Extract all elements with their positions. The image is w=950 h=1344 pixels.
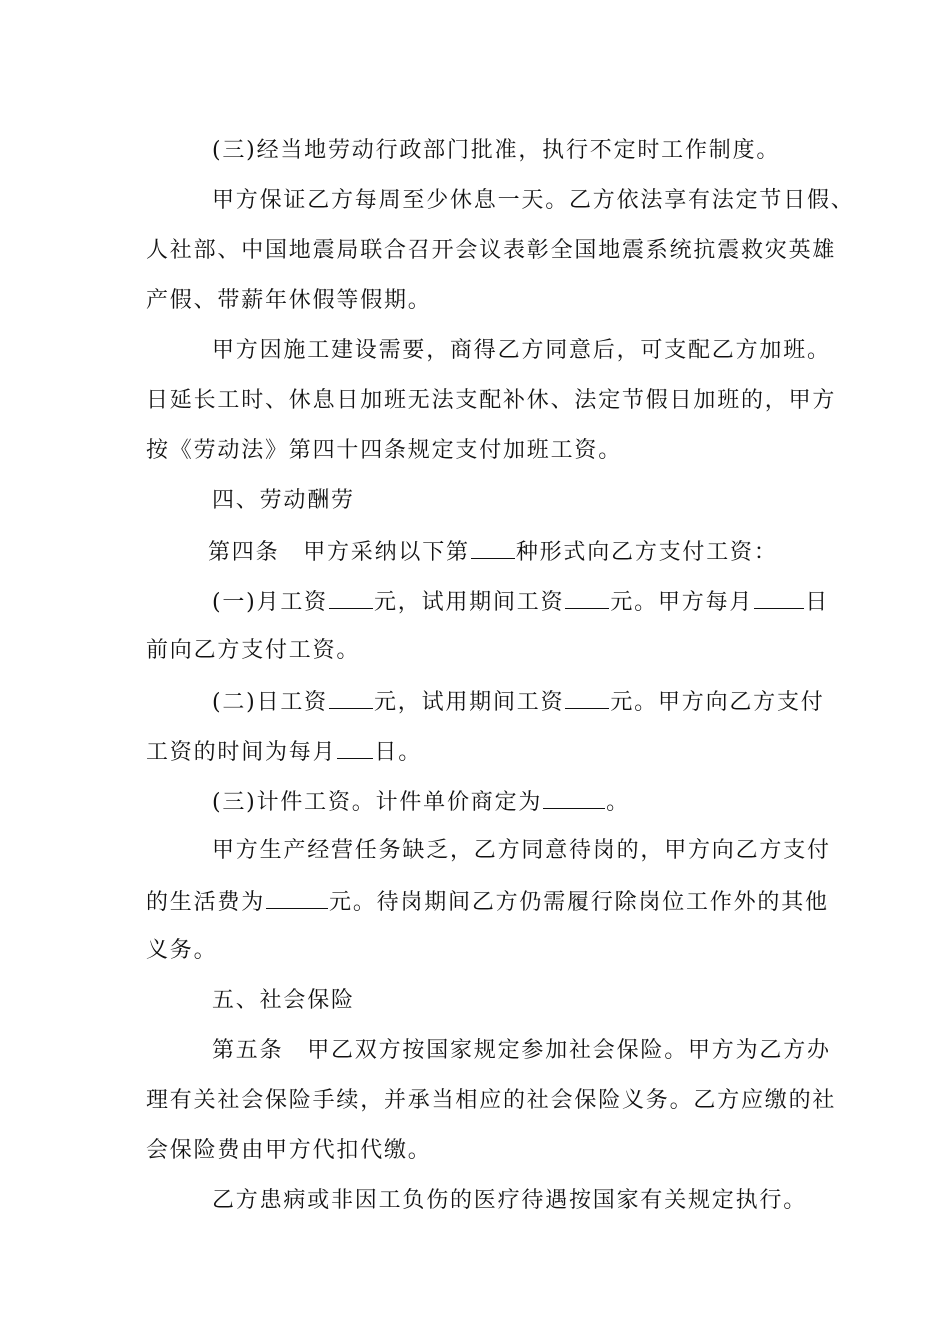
standby-line-2 — [146, 886, 829, 918]
wage-monthly-text-d: 日 — [805, 590, 829, 615]
paragraph-rest-line-3: 产假、带薪年休假等假期。 — [146, 288, 432, 313]
article-4-text-b: 种形式向乙方支付工资： — [515, 540, 778, 565]
standby-text-line2b: 元。待岗期间乙方仍需履行除岗位工作外的其他 — [329, 890, 829, 915]
paragraph-rest-line-1: 甲方保证乙方每周至少休息一天。乙方依法享有法定节日假、 — [212, 188, 855, 213]
wage-piece-text-b: 。 — [606, 790, 630, 815]
blank-daily-wage — [329, 686, 373, 709]
blank-piece-rate — [543, 786, 605, 809]
blank-living-allowance — [266, 886, 328, 909]
wage-piece-line — [212, 786, 630, 818]
wage-daily-text-c: 元。甲方向乙方支付 — [610, 690, 825, 715]
paragraph-overtime-line-3: 按《劳动法》第四十四条规定支付加班工资。 — [146, 438, 623, 463]
standby-line-3: 义务。 — [146, 938, 218, 963]
wage-daily-text-line2a: 工资的时间为每月 — [146, 740, 337, 765]
blank-daily-pay-day — [337, 736, 373, 759]
wage-daily-text-line2b: 日。 — [374, 740, 423, 765]
standby-line-1: 甲方生产经营任务缺乏，乙方同意待岗的，甲方向乙方支付 — [212, 838, 831, 863]
paragraph-overtime-line-2: 日延长工时、休息日加班无法支配补休、法定节假日加班的，甲方 — [146, 388, 837, 413]
wage-daily-text-b: 元，试用期间工资 — [373, 690, 565, 715]
wage-monthly-text-a: (一)月工资 — [212, 590, 328, 615]
article-5-line-2: 理有关社会保险手续，并承当相应的社会保险义务。乙方应缴的社 — [146, 1088, 837, 1113]
article-5-line-3: 会保险费由甲方代扣代缴。 — [146, 1138, 432, 1163]
wage-daily-line-2 — [146, 736, 422, 768]
paragraph-rest-line-2: 人社部、中国地震局联合召开会议表彰全国地震系统抗震救灾英雄 — [146, 238, 837, 263]
blank-wage-form — [471, 536, 515, 559]
section-4-heading: 四、劳动酬劳 — [212, 488, 355, 513]
wage-daily-text-a: (二)日工资 — [212, 690, 328, 715]
paragraph-medical: 乙方患病或非因工负伤的医疗待遇按国家有关规定执行。 — [212, 1188, 808, 1213]
paragraph-overtime-line-1: 甲方因施工建设需要，商得乙方同意后，可支配乙方加班。 — [212, 338, 831, 363]
paragraph-work-system-3: (三)经当地劳动行政部门批准，执行不定时工作制度。 — [212, 138, 781, 163]
standby-text-line2a: 的生活费为 — [146, 890, 266, 915]
wage-monthly-line-2: 前向乙方支付工资。 — [146, 638, 361, 663]
blank-daily-probation-wage — [565, 686, 609, 709]
wage-monthly-line-1 — [212, 586, 829, 618]
blank-probation-wage — [565, 586, 609, 609]
article-5-line-1: 第五条 甲乙双方按国家规定参加社会保险。甲方为乙方办 — [212, 1038, 831, 1063]
article-4-line — [208, 536, 778, 568]
wage-monthly-text-c: 元。甲方每月 — [610, 590, 754, 615]
wage-monthly-text-b: 元，试用期间工资 — [373, 590, 565, 615]
wage-piece-text-a: (三)计件工资。计件单价商定为 — [212, 790, 543, 815]
blank-pay-day — [754, 586, 804, 609]
section-5-heading: 五、社会保险 — [212, 988, 355, 1013]
wage-daily-line-1 — [212, 686, 825, 718]
article-4-text-a: 第四条 甲方采纳以下第 — [208, 540, 470, 565]
blank-monthly-wage — [329, 586, 373, 609]
